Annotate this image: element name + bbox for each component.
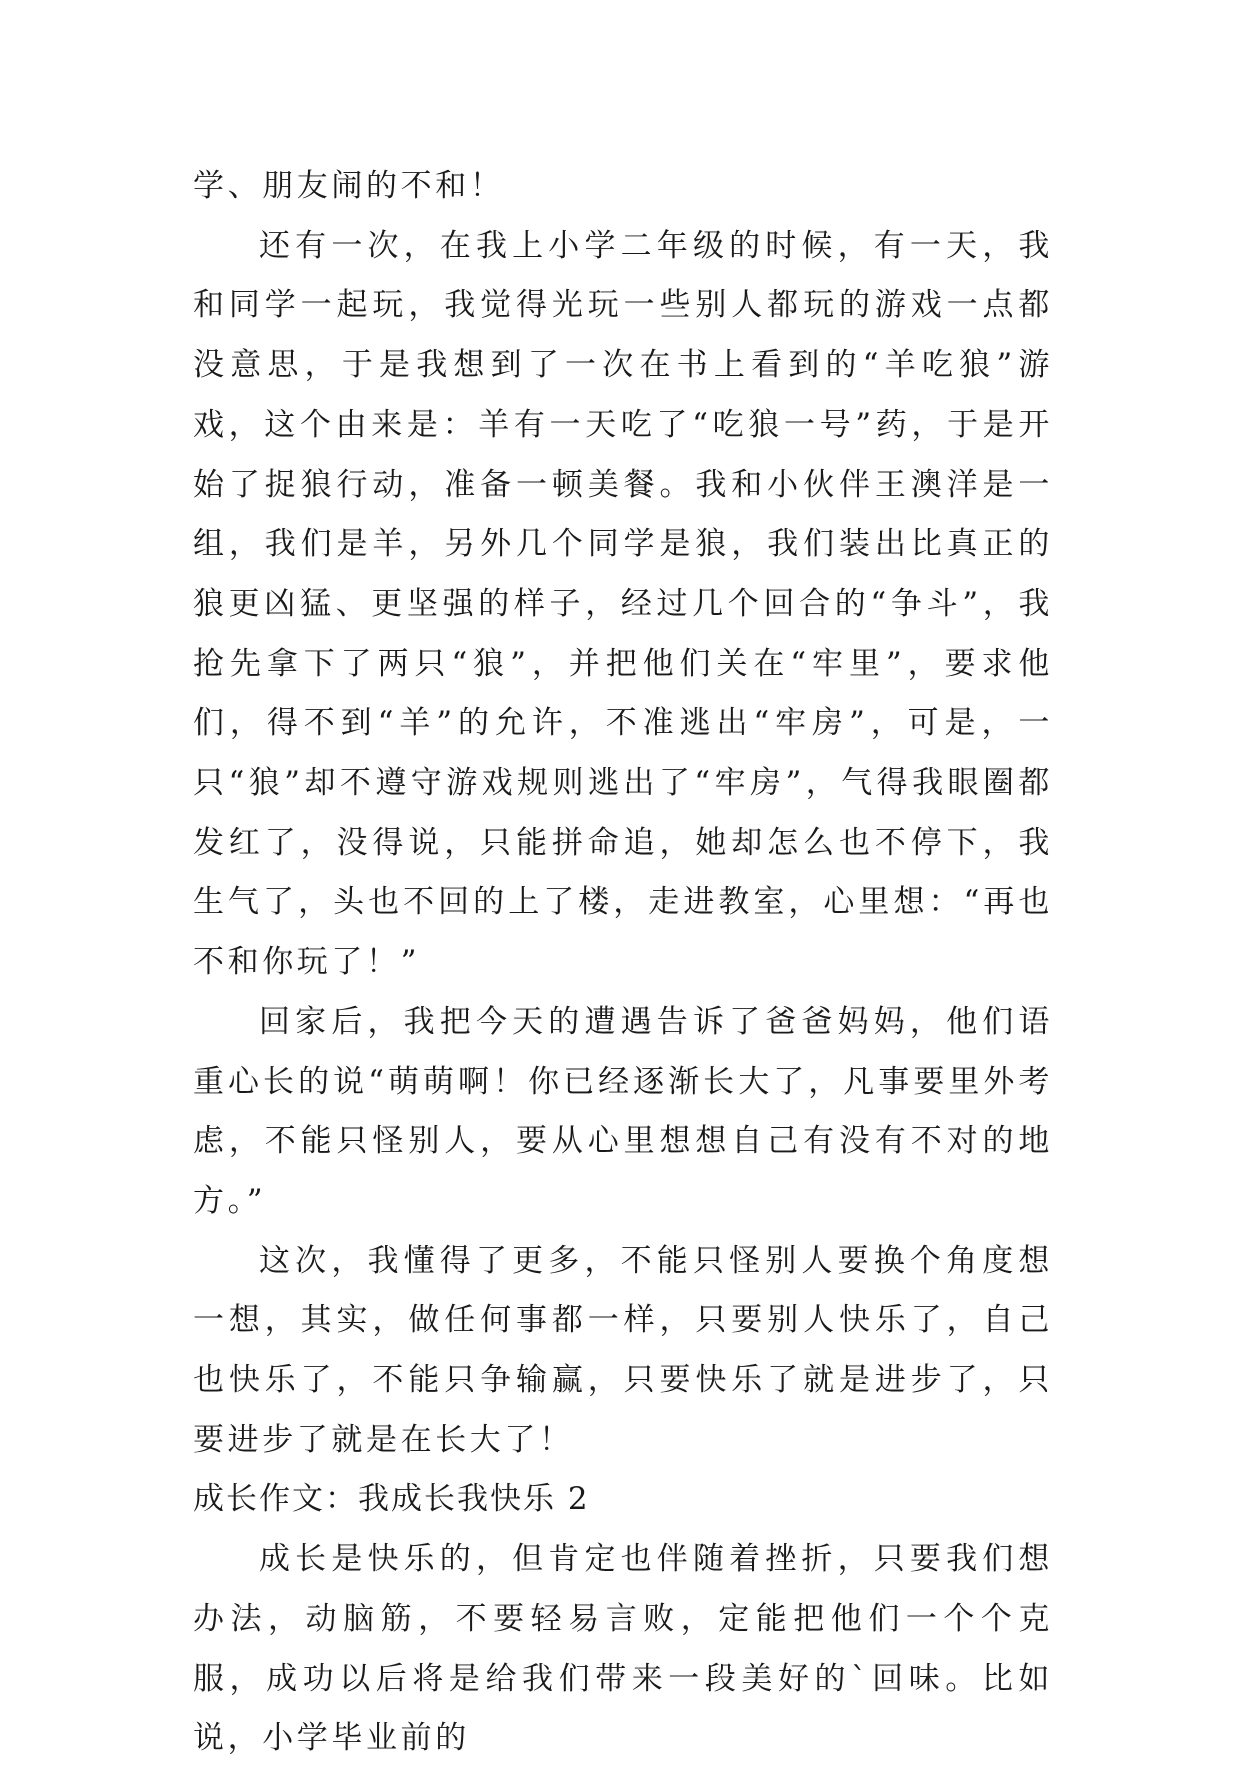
document-body (193, 157, 1053, 1769)
paragraph-lesson-learned: 这次，我懂得了更多，不能只怪别人要换个角度想一想，其实，做任何事都一样，只要别人快乐了，自己也快乐了，不能只争输赢，只要快乐了就是进步了，只要进步了就是在长大了！ (193, 1242, 1053, 1458)
essay-title: 成长作文：我成长我快乐 2 (193, 1481, 590, 1518)
paragraph-continuation: 学、朋友闹的不和！ (193, 168, 505, 204)
paragraph-parents-advice: 回家后，我把今天的遭遇告诉了爸爸妈妈，他们语重心长的说“萌萌啊！你已经逐渐长大了，凡事要里外考虑，不能只怪别人，要从心里想想自己有没有不对的地方。” (193, 1003, 1053, 1219)
paragraph-growth-intro: 成长是快乐的，但肯定也伴随着挫折，只要我们想办法，动脑筋，不要轻易言败，定能把他们一个个克服，成功以后将是给我们带来一段美好的`回味。比如说，小学毕业前的 (193, 1541, 1053, 1757)
paragraph-wolf-game: 还有一次，在我上小学二年级的时候，有一天，我和同学一起玩，我觉得光玩一些别人都玩的游戏一点都没意思，于是我想到了一次在书上看到的“羊吃狼”游戏，这个由来是：羊有一天吃了“吃狼一号”药，于是开始了捉狼行动，准备一顿美餐。我和小伙伴王澳洋是一组，我们是羊，另外几个同学是狼，我们装出比真正的狼更凶猛、更坚强的样子，经过几个回合的“争斗”，我抢先拿下了两只“狼”，并把他们关在“牢里”，要求他们，得不到“羊”的允许，不准逃出“牢房”，可是，一只“狼”却不遵守游戏规则逃出了“牢房”，气得我眼圈都发红了，没得说，只能拼命追，她却怎么也不停下，我生气了，头也不回的上了楼，走进教室，心里想：“再也不和你玩了！” (193, 227, 1053, 981)
